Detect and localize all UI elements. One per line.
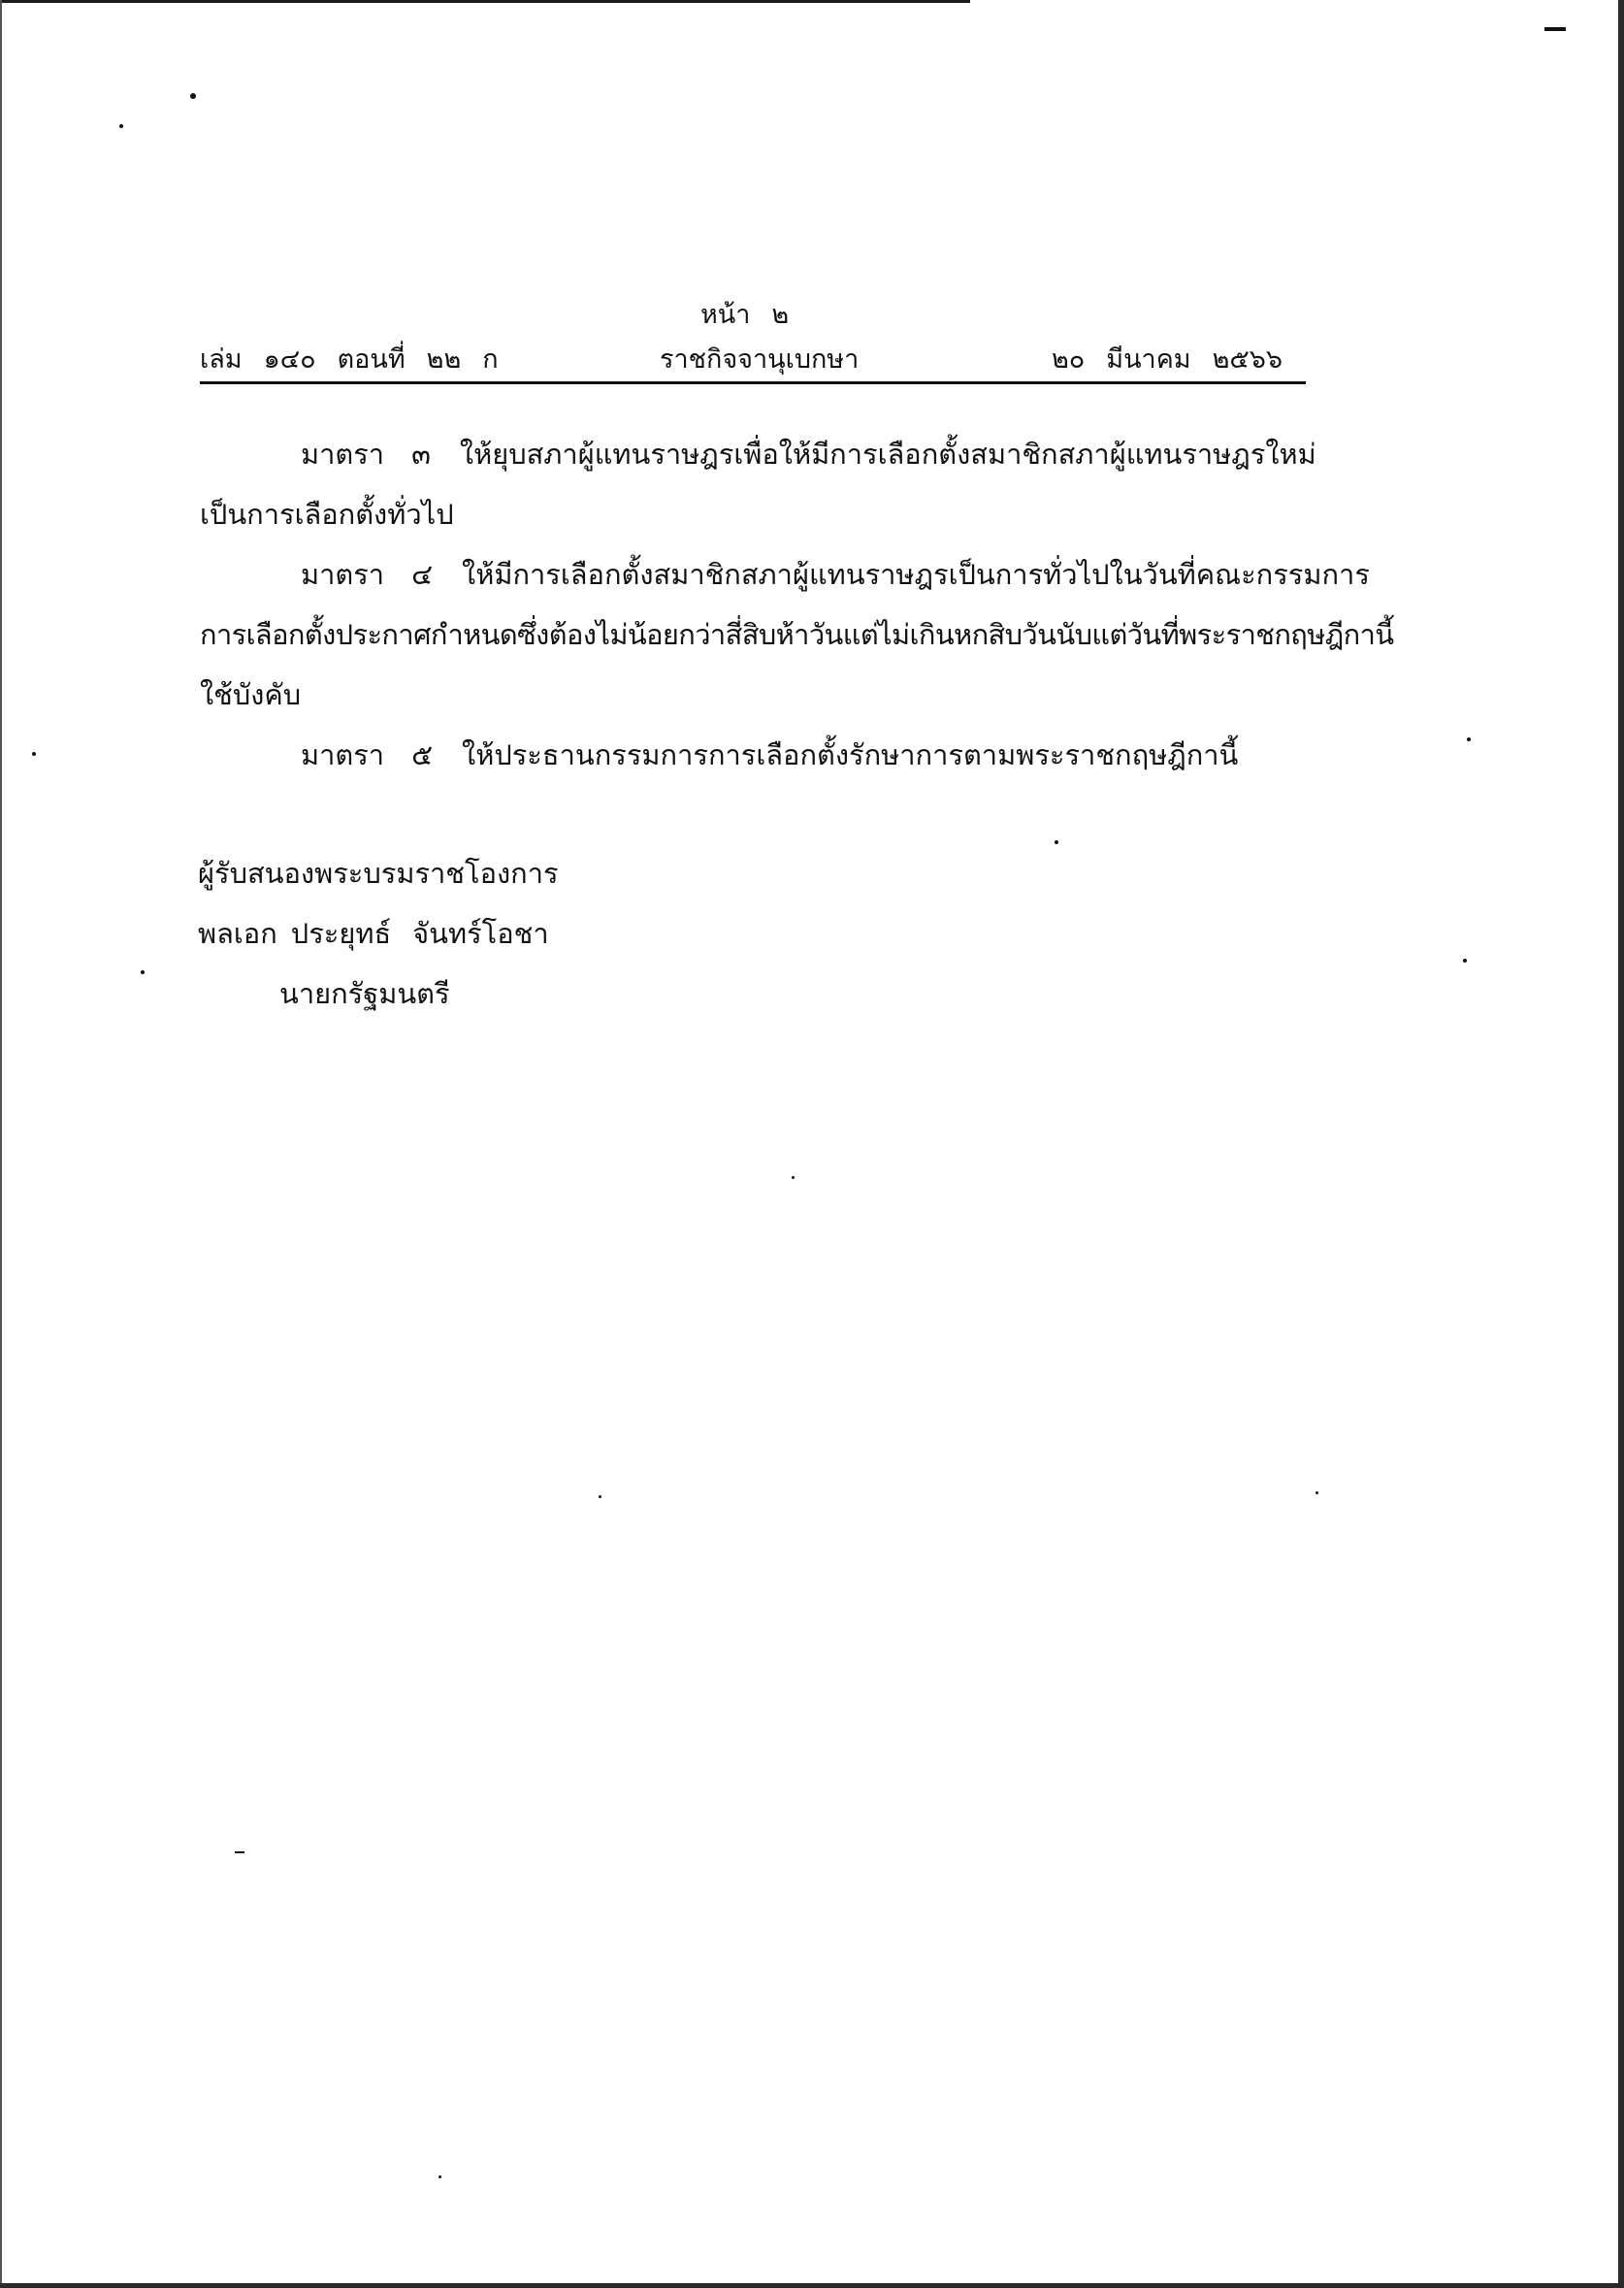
section-3-line-2: เป็นการเลือกตั้งทั่วไป (200, 498, 454, 531)
scan-speck (1467, 737, 1471, 741)
scan-speck (599, 1495, 601, 1498)
page-number: ๒ (771, 300, 790, 330)
scan-artifact-top-line (0, 0, 970, 3)
issue-number: ๒๒ (426, 344, 462, 375)
gazette-volume-issue (200, 338, 520, 379)
date-day: ๒๐ (1052, 344, 1086, 375)
section-label: มาตรา (301, 738, 385, 771)
section-label: มาตรา (301, 438, 385, 471)
section-number: ๕ (411, 738, 434, 771)
volume-number: ๑๔๐ (263, 344, 316, 375)
signatory-name (198, 911, 549, 956)
scan-speck (1463, 959, 1467, 963)
section-4-line-3: ใช้บังคับ (200, 678, 302, 711)
section-number: ๓ (411, 438, 431, 471)
scan-speck (792, 1176, 795, 1179)
page-number-line (700, 293, 810, 335)
scan-artifact-dash (1544, 27, 1566, 31)
issue-suffix: ก (482, 344, 499, 375)
scan-artifact-left-edge (0, 0, 2, 2288)
section-text: ให้ประธานกรรมการการเลือกตั้งรักษาการตามพระราชกฤษฎีกานี้ (462, 738, 1239, 771)
scan-speck (1055, 840, 1058, 844)
signatory-rank: พลเอก (198, 917, 277, 950)
section-number: ๔ (411, 558, 434, 591)
section-4-line-2: การเลือกตั้งประกาศกำหนดซึ่งต้องไม่น้อยกว่าสี่สิบห้าวันแต่ไม่เกินหกสิบวันนับแต่วันที่พระราชกฤษฎีกานี้ (200, 618, 1394, 651)
section-5-line-1 (200, 733, 1306, 777)
scan-speck (141, 970, 145, 974)
date-year: ๒๕๖๖ (1212, 344, 1283, 375)
countersign-line: ผู้รับสนองพระบรมราชโองการ (198, 857, 559, 890)
section-label: มาตรา (301, 558, 385, 591)
scan-speck (190, 93, 196, 99)
scan-speck (32, 752, 36, 756)
signatory-position: นายกรัฐมนตรี (279, 977, 450, 1010)
section-text: ให้ยุบสภาผู้แทนราษฎรเพื่อให้มีการเลือกตั้งสมาชิกสภาผู้แทนราษฎรใหม่ (459, 438, 1316, 471)
section-text: ให้มีการเลือกตั้งสมาชิกสภาผู้แทนราษฎรเป็นการทั่วไปในวันที่คณะกรรมการ (462, 558, 1370, 591)
section-3-line-1 (200, 432, 1316, 476)
signatory-last-name: จันทร์โอชา (412, 917, 549, 950)
scan-speck (119, 124, 123, 128)
scan-artifact-bottom-edge (0, 2283, 1624, 2288)
section-4-line-1 (200, 552, 1370, 597)
scan-speck (235, 1851, 244, 1853)
issue-label: ตอนที่ (337, 344, 406, 375)
page-label: หน้า (700, 300, 751, 330)
date-month: มีนาคม (1106, 344, 1191, 375)
scan-artifact-right-edge (1618, 0, 1624, 2288)
volume-label: เล่ม (200, 344, 243, 375)
publication-title: ราชกิจจานุเบกษา (660, 344, 860, 375)
scan-speck (1315, 1491, 1318, 1494)
publication-date (1052, 338, 1304, 379)
scan-speck (438, 2175, 441, 2178)
header-rule (200, 381, 1306, 384)
signatory-first-name: ประยุทธ์ (290, 917, 392, 950)
